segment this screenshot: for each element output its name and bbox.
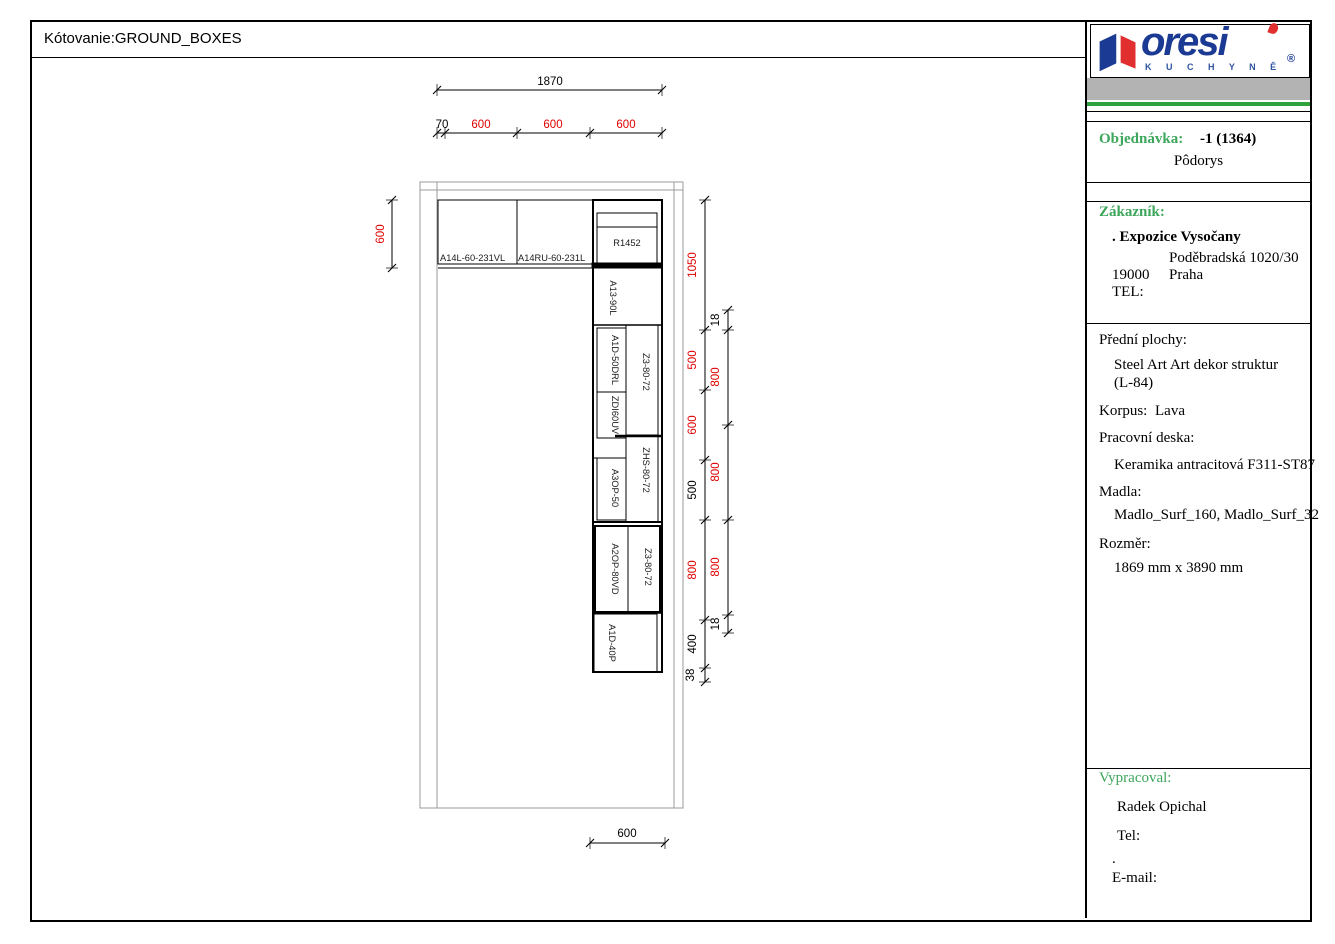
author-divider xyxy=(1087,768,1310,769)
cabinet-labels xyxy=(440,238,653,662)
dim-label: 18 xyxy=(710,617,722,631)
cabinet-label: A1D-40P xyxy=(607,624,617,662)
customer-street: Poděbradská 1020/30 xyxy=(1169,250,1299,266)
dim-label: 500 xyxy=(687,350,699,370)
dim-label: 600 xyxy=(375,224,387,244)
dim-label: 1870 xyxy=(537,76,563,88)
dim-label: 18 xyxy=(710,313,722,327)
dim-label: 70 xyxy=(435,119,449,131)
dimension-lines xyxy=(392,90,728,843)
author-tel-label: Tel: xyxy=(1117,828,1141,844)
dim-label: 1050 xyxy=(687,252,699,278)
size-value: 1869 mm x 3890 mm xyxy=(1114,560,1244,576)
cabinet-label: Z3-80-72 xyxy=(643,548,653,586)
page-title: Kótovanie:GROUND_BOXES xyxy=(44,30,242,47)
customer-city: Praha xyxy=(1169,267,1204,283)
dim-label: 600 xyxy=(617,828,637,840)
room-walls xyxy=(420,182,683,808)
customer-zip: 19000 xyxy=(1112,267,1150,283)
customer-tel-label: TEL: xyxy=(1112,284,1144,300)
fronts-value2: (L-84) xyxy=(1114,375,1154,391)
dim-label: 800 xyxy=(710,367,722,387)
handles-value: Madlo_Surf_160, Madlo_Surf_32 xyxy=(1114,507,1319,523)
dim-label: 600 xyxy=(687,415,699,435)
cabinet-label: A2OP-80VD xyxy=(610,543,620,595)
size-label: Rozměr: xyxy=(1099,536,1151,552)
fronts-label: Přední plochy: xyxy=(1099,332,1187,348)
dimension-labels xyxy=(375,76,722,840)
gray-bar xyxy=(1087,78,1310,100)
author-label: Vypracoval: xyxy=(1099,770,1172,786)
brand-i-dot xyxy=(1267,22,1279,35)
cabinet-label: A13-90L xyxy=(608,280,618,316)
dim-label: 38 xyxy=(685,668,697,682)
fronts-value: Steel Art Art dekor struktur xyxy=(1114,357,1279,373)
oresi-logo xyxy=(1097,20,1303,73)
cabinet-label: R1452 xyxy=(613,238,641,248)
cabinet-label: A14RU-60-231L xyxy=(518,253,586,263)
order-subtitle: Pôdorys xyxy=(1173,153,1224,169)
dim-label: 800 xyxy=(687,560,699,580)
brand-subtitle: K U C H Y N Ě xyxy=(1145,62,1283,72)
dim-label: 800 xyxy=(710,462,722,482)
cabinet-label: A1D-50DRL xyxy=(610,334,620,386)
logo-box xyxy=(1090,20,1310,78)
registered-mark: ® xyxy=(1287,53,1296,65)
dim-label: 400 xyxy=(687,634,699,654)
counter-end-cap xyxy=(592,263,662,268)
author-dot: . xyxy=(1112,851,1116,867)
order-value: -1 (1364) xyxy=(1200,131,1257,147)
cabinet-label: ZHS-80-72 xyxy=(641,447,651,493)
author-email-label: E-mail: xyxy=(1112,870,1157,886)
customer-name: . Expozice Vysočany xyxy=(1112,229,1241,245)
handles-label: Madla: xyxy=(1099,484,1142,500)
cabinet-box-a1d40 xyxy=(594,614,657,672)
author-name: Radek Opichal xyxy=(1117,799,1207,815)
dim-label: 500 xyxy=(687,480,699,500)
worktop-value: Keramika antracitová F311-ST87 xyxy=(1114,457,1316,473)
worktop-label: Pracovní deska: xyxy=(1099,430,1195,446)
header-divider xyxy=(1087,111,1310,112)
customer-label: Zákazník: xyxy=(1099,204,1165,220)
oresi-flag-icon xyxy=(1097,30,1139,74)
korpus-value: Lava xyxy=(1155,403,1185,419)
dim-label: 800 xyxy=(710,557,722,577)
dimension-ticks xyxy=(386,84,734,849)
dim-label: 600 xyxy=(543,119,563,131)
korpus-label: Korpus: xyxy=(1099,403,1148,419)
brand-wordmark: oresi xyxy=(1141,20,1227,64)
cabinet-label: Z3-80-72 xyxy=(641,353,651,391)
cabinet-label: A3OP-50 xyxy=(610,468,620,508)
dim-label: 600 xyxy=(471,119,491,131)
order-label: Objednávka: xyxy=(1099,131,1184,147)
cabinet-label: A14L-60-231VL xyxy=(440,253,506,263)
cabinet-label: ZDI60UV xyxy=(610,395,620,435)
cabinet-outlines xyxy=(438,200,662,672)
green-bar xyxy=(1087,102,1310,106)
dim-label: 600 xyxy=(616,119,636,131)
